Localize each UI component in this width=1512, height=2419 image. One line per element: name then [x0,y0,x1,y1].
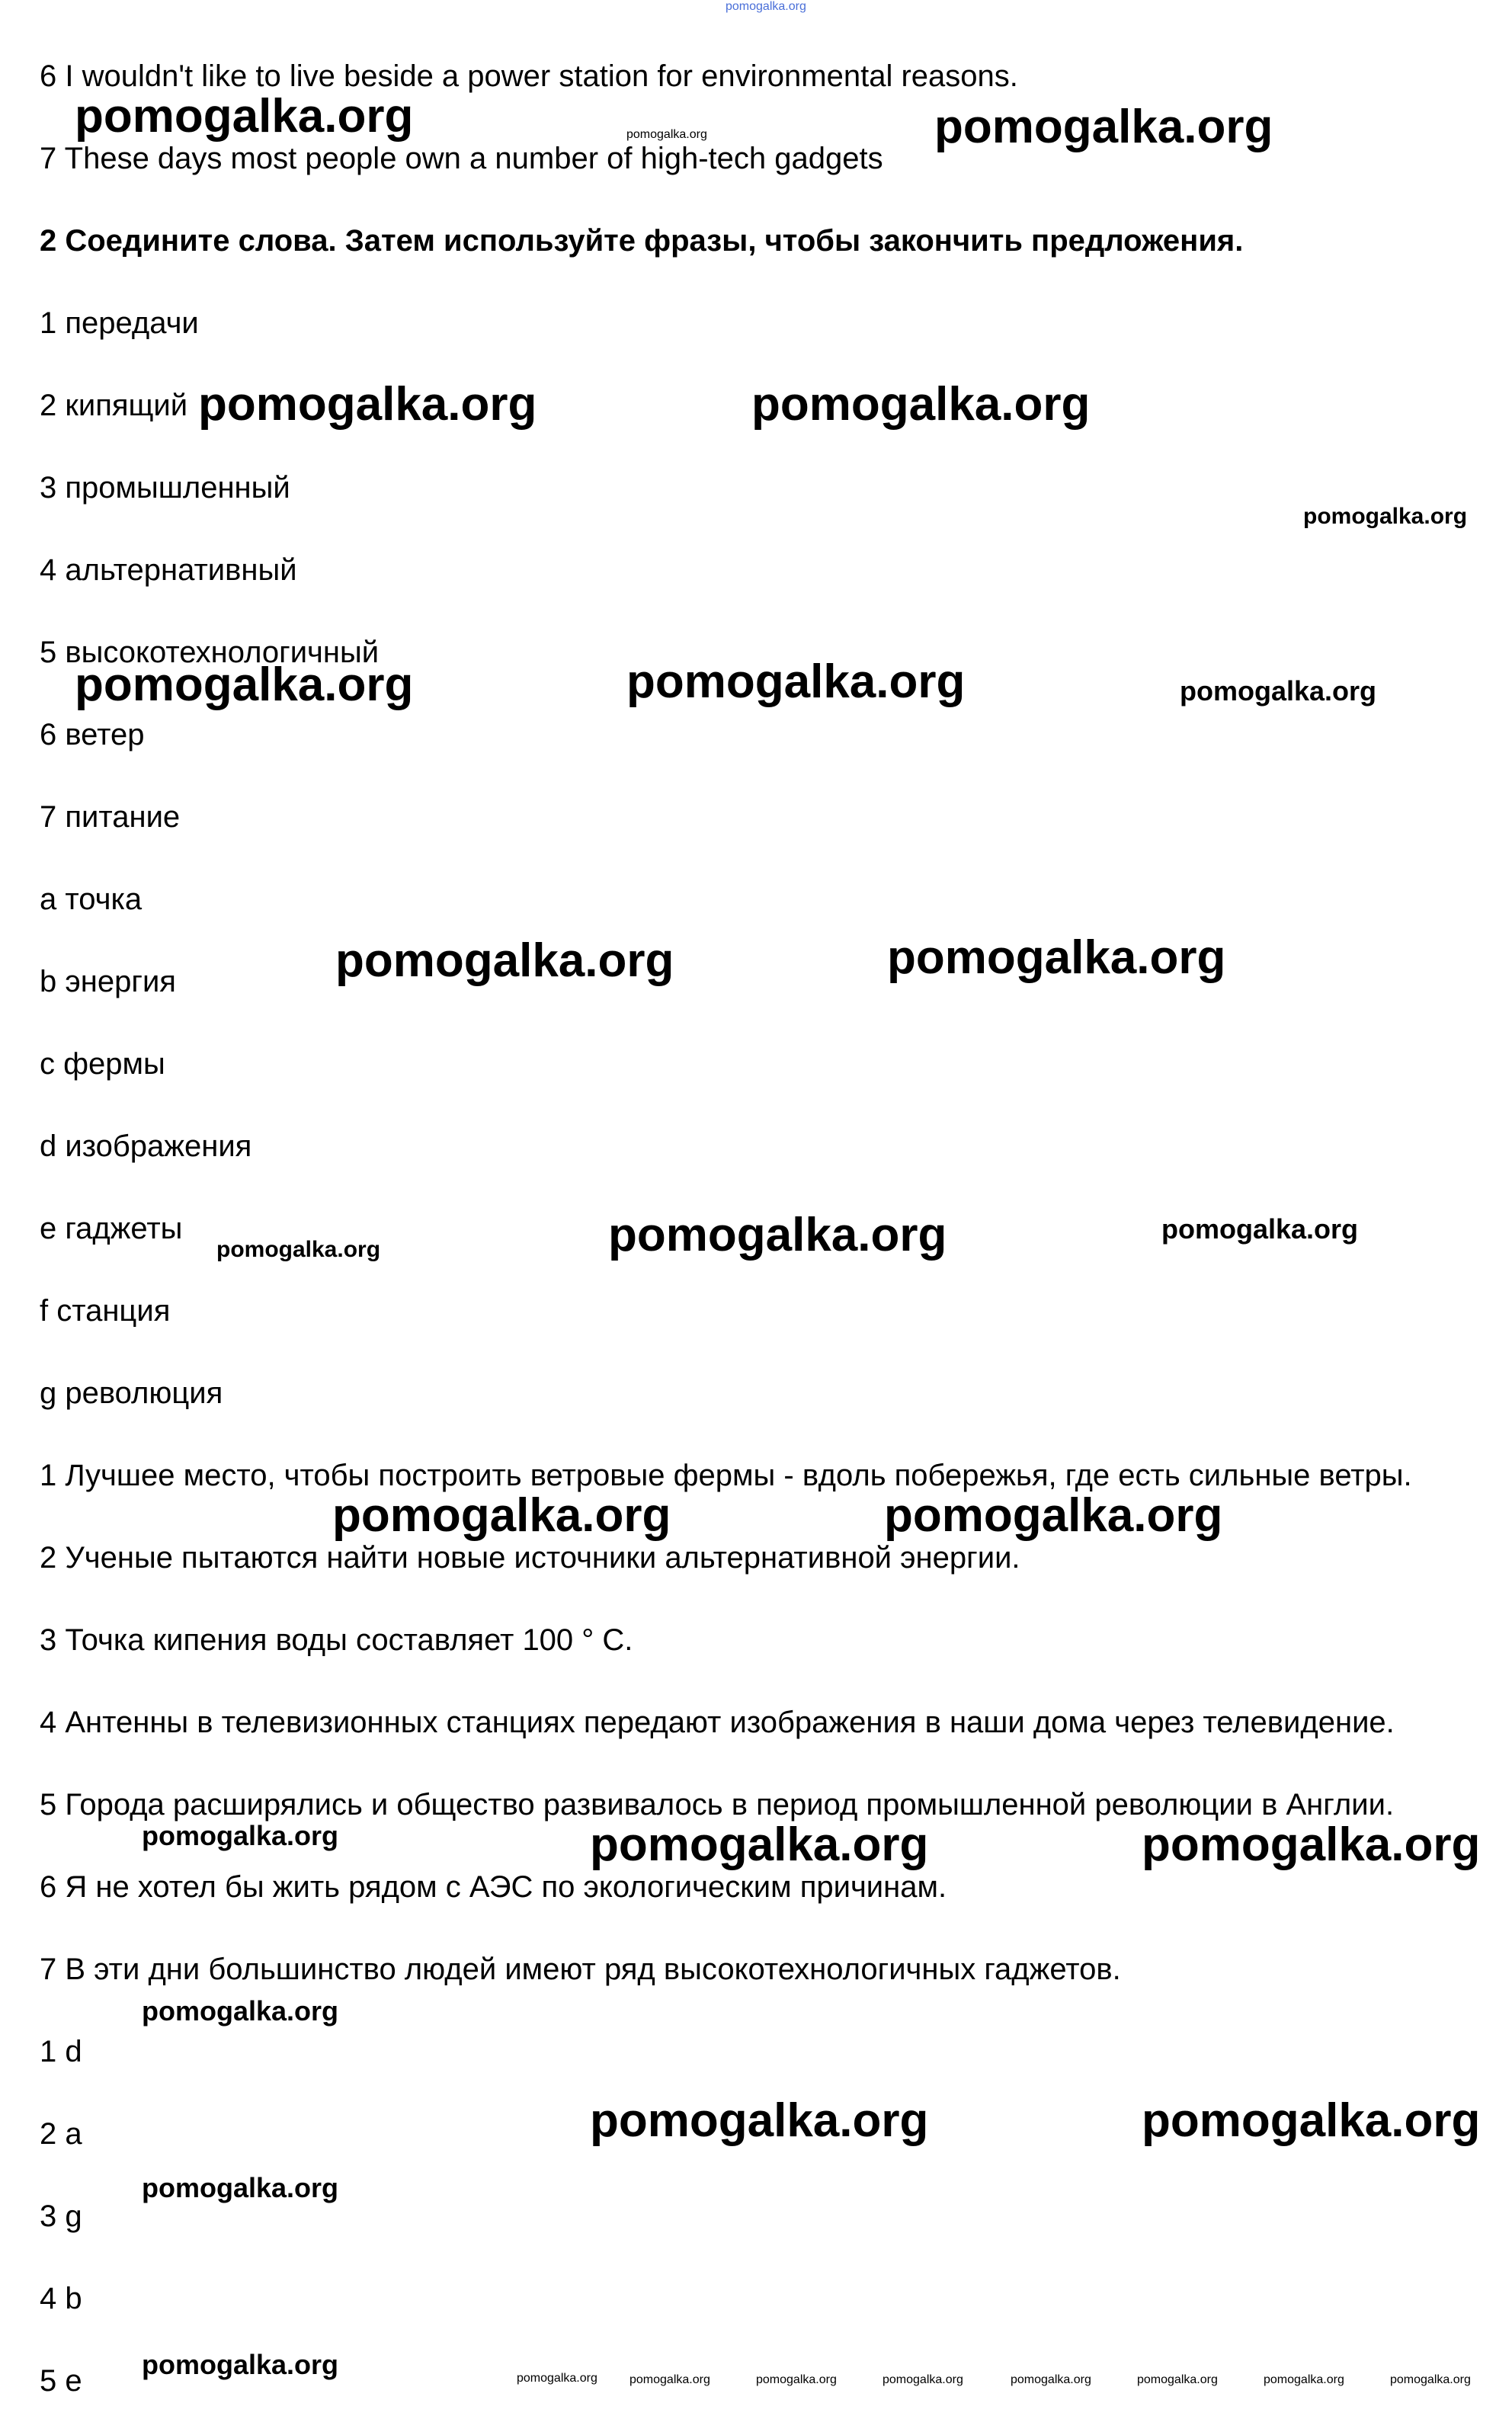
answer-4: 4 b [40,2282,82,2315]
russian-sentence-7: 7 В эти дни большинство людей имеют ряд высокотехнологичных гаджетов. [40,1953,1121,1986]
answer-3: 3 g [40,2200,82,2233]
exercise-2-heading: 2 Соедините слова. Затем используйте фразы, чтобы закончить предложения. [40,224,1244,258]
watermark: pomogalka.org [590,2094,929,2147]
watermark: pomogalka.org [1011,2373,1091,2386]
watermark-top: pomogalka.org [726,0,806,13]
watermark: pomogalka.org [626,655,966,708]
watermark: pomogalka.org [626,128,707,141]
word-a: a точка [40,883,143,916]
watermark: pomogalka.org [590,1818,929,1871]
watermark: pomogalka.org [75,90,414,143]
word-6: 6 ветер [40,718,145,751]
russian-sentence-3: 3 Точка кипения воды составляет 100 ° С. [40,1623,633,1657]
watermark: pomogalka.org [1161,1213,1359,1245]
word-e: e гаджеты [40,1212,183,1245]
russian-sentence-6: 6 Я не хотел бы жить рядом с АЭС по экологическим причинам. [40,1870,947,1904]
watermark: pomogalka.org [756,2373,837,2386]
russian-sentence-4: 4 Антенны в телевизионных станциях передают изображения в наши дома через телевидение. [40,1706,1395,1739]
watermark: pomogalka.org [142,2172,339,2203]
word-3: 3 промышленный [40,471,290,505]
watermark: pomogalka.org [751,378,1091,431]
word-c: c фермы [40,1047,165,1081]
watermark: pomogalka.org [142,2349,339,2380]
russian-sentence-5: 5 Города расширялись и общество развивалось в период промышленной революции в Англии. [40,1788,1395,1821]
watermark: pomogalka.org [608,1209,947,1261]
word-1: 1 передачи [40,306,199,340]
answer-1: 1 d [40,2035,82,2068]
watermark: pomogalka.org [1303,504,1468,529]
watermark: pomogalka.org [142,1995,339,2027]
word-d: d изображения [40,1129,252,1163]
watermark: pomogalka.org [142,1820,339,1851]
english-sentence-7: 7 These days most people own a number of high-tech gadgets [40,142,883,175]
watermark: pomogalka.org [1180,675,1377,706]
watermark: pomogalka.org [332,1489,671,1542]
watermark: pomogalka.org [1264,2373,1344,2386]
word-g: g революция [40,1376,223,1410]
watermark: pomogalka.org [934,101,1273,153]
english-sentence-6: 6 I wouldn't like to live beside a power station for environmental reasons. [40,59,1018,93]
word-5: 5 высокотехнологичный [40,636,380,669]
watermark: pomogalka.org [1390,2373,1471,2386]
watermark: pomogalka.org [216,1237,381,1262]
word-4: 4 альтернативный [40,553,297,587]
word-2: 2 кипящий [40,389,188,422]
watermark: pomogalka.org [887,931,1226,984]
watermark: pomogalka.org [517,2372,597,2385]
word-f: f станция [40,1294,171,1328]
watermark: pomogalka.org [1137,2373,1218,2386]
answer-2: 2 a [40,2117,82,2151]
watermark: pomogalka.org [335,934,674,987]
answer-5: 5 e [40,2364,82,2398]
watermark: pomogalka.org [884,1489,1223,1542]
word-b: b энергия [40,965,176,998]
watermark: pomogalka.org [198,378,537,431]
watermark: pomogalka.org [1142,1818,1481,1871]
watermark: pomogalka.org [1142,2094,1481,2147]
watermark: pomogalka.org [75,658,414,711]
watermark: pomogalka.org [629,2373,710,2386]
watermark: pomogalka.org [883,2373,963,2386]
russian-sentence-2: 2 Ученые пытаются найти новые источники альтернативной энергии. [40,1541,1020,1575]
russian-sentence-1: 1 Лучшее место, чтобы построить ветровые фермы - вдоль побережья, где есть сильные ветры. [40,1459,1412,1492]
word-7: 7 питание [40,800,181,834]
